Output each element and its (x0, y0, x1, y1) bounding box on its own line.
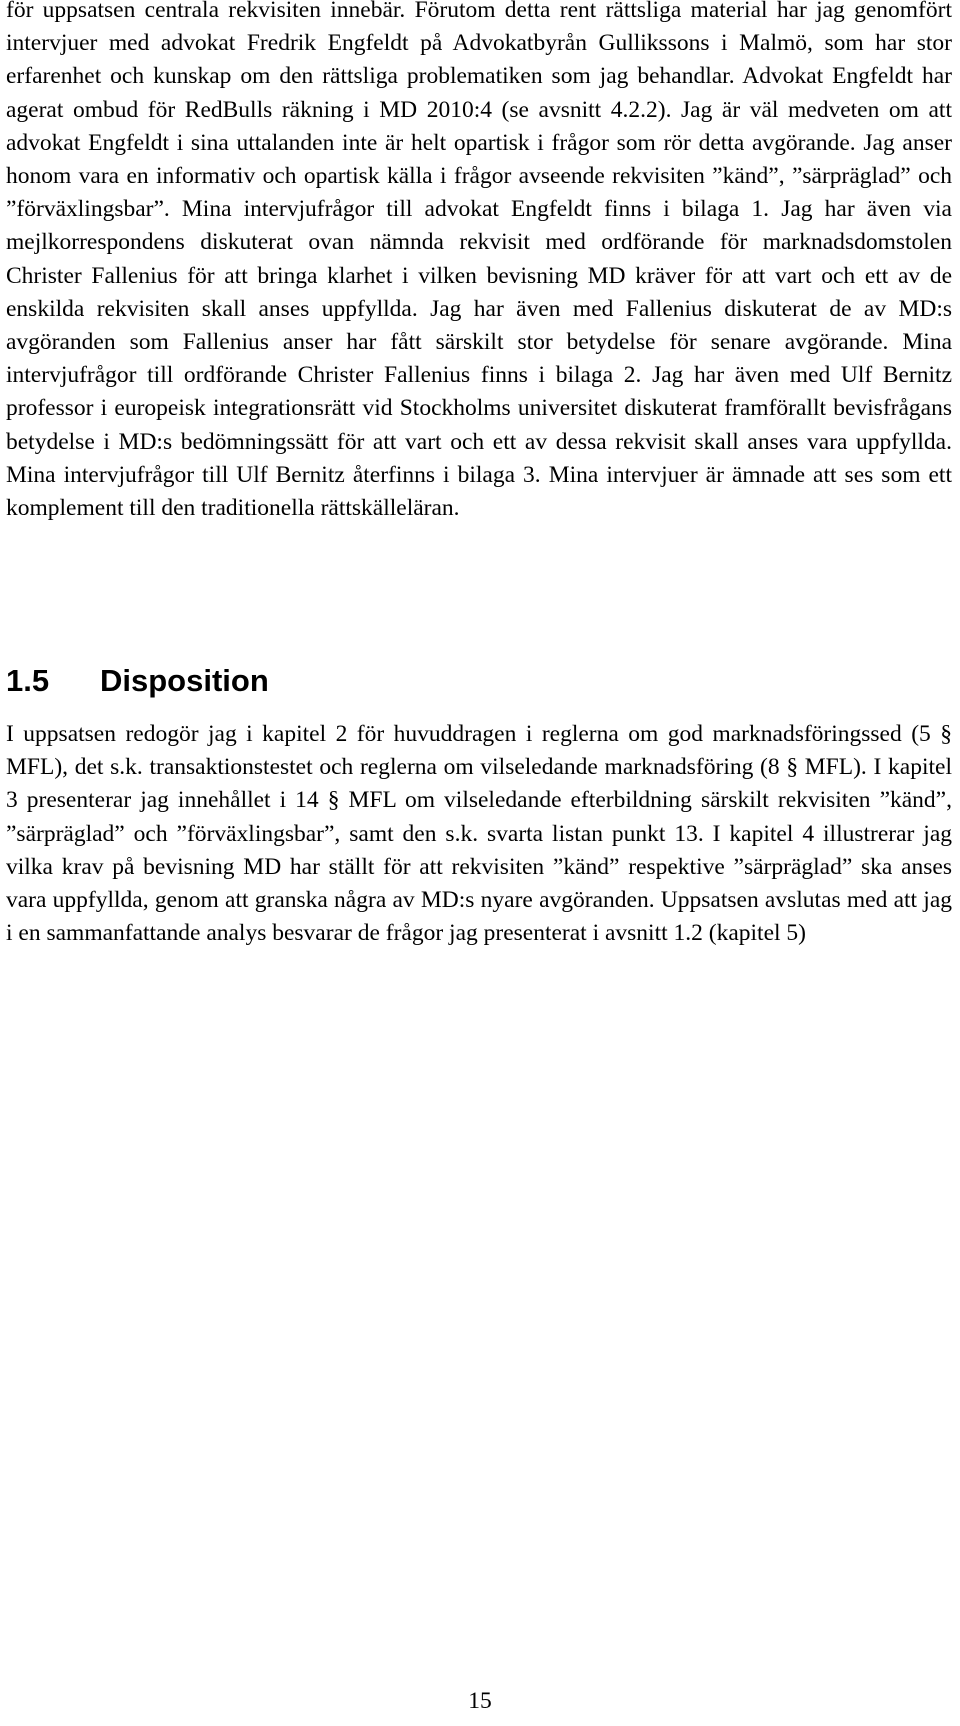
section-heading (6, 661, 269, 701)
section-title: Disposition (100, 663, 269, 698)
page-number: 15 (468, 1688, 492, 1714)
section-number: 1.5 (6, 663, 50, 698)
body-paragraph-methods: för uppsatsen centrala rekvisiten innebär. Förutom detta rent rättsliga material har jag genomfört intervjuer med advokat Fredrik Engfeldt på Advokatbyrån Gullikssons i Malmö, som har stor erfarenhet och kunskap om den rättsliga problematiken som jag behandlar. Advokat Engfeldt har agerat ombud för RedBulls räkning i MD 2010:4 (se avsnitt 4.2.2). Jag är väl medveten om att advokat Engfeldt i sina uttalanden inte är helt opartisk i frågor som rör detta avgörande. Jag anser honom vara en informativ och opartisk källa i frågor avseende rekvisiten ”känd”, ”särpräglad” och ”förväxlingsbar”. Mina intervjufrågor till advokat Engfeldt finns i bilaga 1. Jag har även via mejlkorrespondens diskuterat ovan nämnda rekvisit med ordförande för marknadsdomstolen Christer Fallenius för att bringa klarhet i vilken bevisning MD kräver för att vart och ett av de enskilda rekvisiten skall anses uppfyllda. Jag har även med Fallenius diskuterat de av MD:s avgöranden som Fallenius anser har fått särskilt stor betydelse för senare avgörande. Mina intervjufrågor till ordförande Christer Fallenius finns i bilaga 2. Jag har även med Ulf Bernitz professor i europeisk integrationsrätt vid Stockholms universitet diskuterat framförallt bevisfrågans betydelse i MD:s bedömningssätt för att vart och ett av dessa rekvisit skall anses vara uppfyllda. Mina intervjufrågor till Ulf Bernitz återfinns i bilaga 3. Mina intervjuer är ämnade att ses som ett komplement till den traditionella rättskälleläran. (6, 0, 952, 522)
body-paragraph-disposition: I uppsatsen redogör jag i kapitel 2 för huvuddragen i reglerna om god marknadsföringssed (5 § MFL), det s.k. transaktionstestet och reglerna om vilseledande marknadsföring (8 § MFL). I kapitel 3 presenterar jag innehållet i 14 § MFL om vilseledande efterbildning särskilt rekvisiten ”känd”, ”särpräglad” och ”förväxlingsbar”, samt den s.k. svarta listan punkt 13. I kapitel 4 illustrerar jag vilka krav på bevisning MD har ställt för att rekvisiten ”känd” respektive ”särpräglad” ska anses vara uppfyllda, genom att granska några av MD:s nyare avgöranden. Uppsatsen avslutas med att jag i en sammanfattande analys besvarar de frågor jag presenterat i avsnitt 1.2 (kapitel 5) (6, 721, 952, 947)
